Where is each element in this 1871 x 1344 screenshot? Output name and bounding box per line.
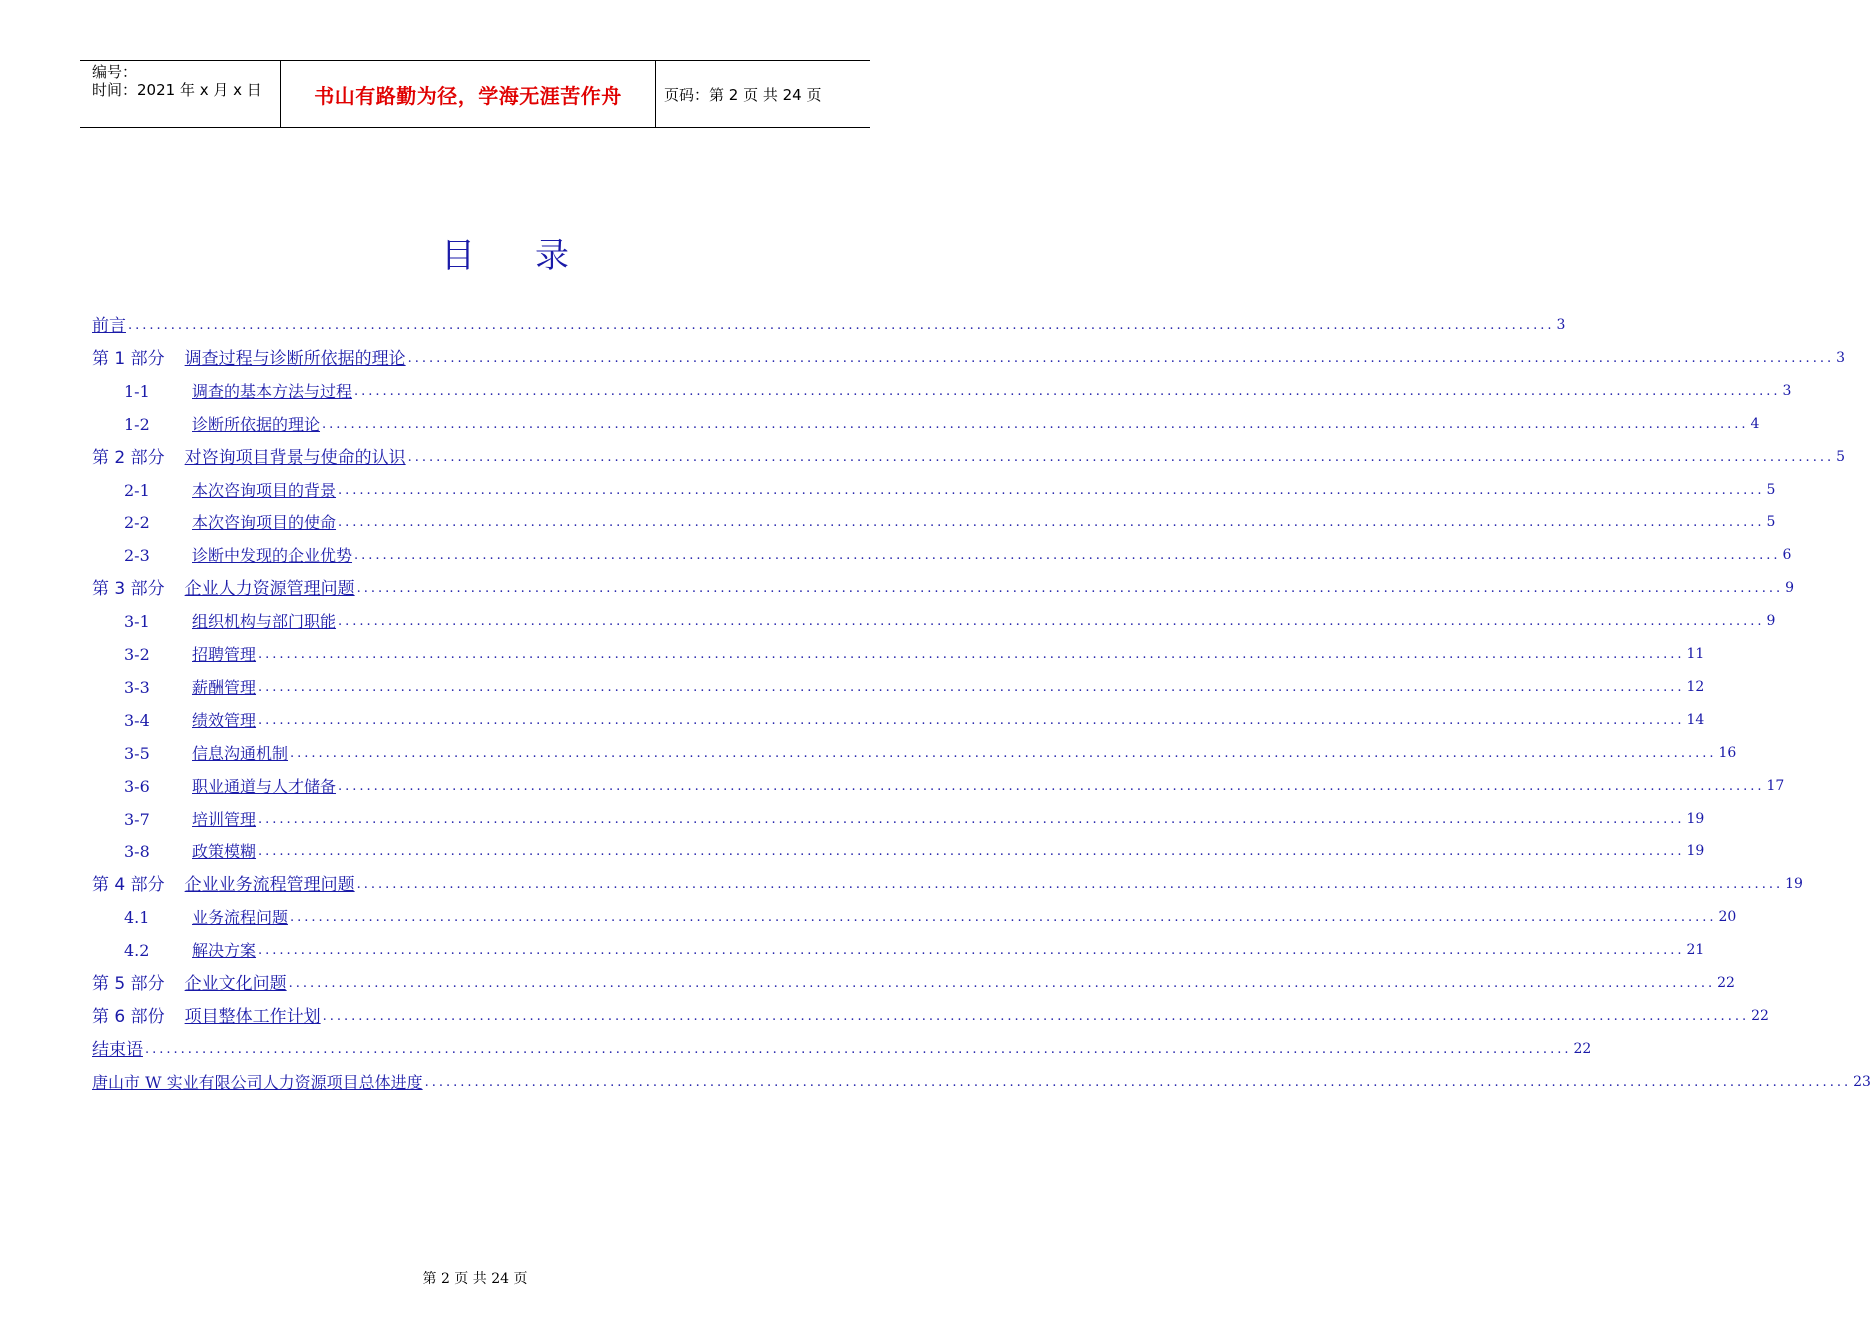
toc-dot-leader: ........................................................................................................................................................................................................ [338, 515, 1765, 531]
toc-entry-link[interactable] [124, 839, 256, 862]
toc-entry-text: 项目整体工作计划 [184, 1006, 321, 1027]
toc-entry-text: 信息沟通机制 [192, 743, 289, 763]
toc-dot-leader: ........................................................................................................................................................................................................ [338, 614, 1765, 630]
toc-entry[interactable] [92, 337, 1846, 369]
toc-entry[interactable] [92, 863, 1803, 896]
toc-page-number: 14 [1686, 711, 1705, 728]
toc-entry-text: 招聘管理 [192, 645, 257, 664]
header-page-cell [656, 61, 870, 127]
toc-dot-leader: ........................................................................................................................................................................................................ [258, 844, 1685, 860]
toc-page-number: 12 [1686, 678, 1705, 695]
toc-entry-text: 绩效管理 [192, 710, 257, 730]
toc-dot-leader: ........................................................................................................................................................................................................ [290, 745, 1717, 761]
toc-entry[interactable] [124, 830, 1705, 862]
toc-entry-number: 1-2 [124, 414, 150, 434]
toc-entry-number: 3-3 [124, 677, 150, 697]
toc-page-number: 9 [1785, 580, 1795, 597]
toc-entry[interactable] [124, 501, 1776, 533]
toc-page-number: 17 [1766, 777, 1785, 794]
toc-entry-number: 3-2 [124, 645, 150, 664]
toc-entry-text: 培训管理 [192, 809, 257, 829]
toc-page-number: 23 [1853, 1073, 1871, 1090]
toc-entry-link[interactable] [124, 379, 352, 402]
toc-entry-number: 4.1 [124, 908, 150, 928]
toc-page-number: 3 [1556, 317, 1566, 333]
toc-entry-text: 本次咨询项目的使命 [192, 513, 337, 533]
toc-entry-text: 对咨询项目背景与使命的认识 [184, 447, 406, 468]
toc-entry-link[interactable] [124, 938, 256, 961]
toc-entry-link[interactable] [92, 969, 287, 994]
toc-entry-number: 2-1 [124, 480, 150, 500]
toc-dot-leader: ........................................................................................................................................................................................................ [288, 976, 1716, 991]
toc-entry-number: 3-7 [124, 809, 150, 829]
toc-entry[interactable] [124, 765, 1785, 797]
toc-entry[interactable] [92, 962, 1735, 994]
toc-dot-leader: ........................................................................................................................................................................................................ [356, 877, 1784, 893]
toc-entry-number: 4.2 [124, 941, 150, 961]
toc-entry[interactable] [124, 798, 1705, 830]
toc-entry-link[interactable] [124, 510, 336, 533]
toc-entry-link[interactable] [92, 311, 126, 336]
toc-dot-leader: ........................................................................................................................................................................................................ [356, 581, 1784, 597]
toc-dot-leader: ........................................................................................................................................................................................................ [407, 449, 1835, 465]
toc-entry-number: 3-8 [124, 842, 150, 862]
toc-entry-number: 3-5 [124, 743, 150, 763]
toc-entry-link[interactable] [124, 905, 288, 928]
toc-dot-leader: ........................................................................................................................................................................................................ [258, 943, 1685, 959]
toc-entry-link[interactable] [124, 675, 256, 698]
toc-entry-link[interactable] [92, 1070, 423, 1093]
toc-entry-link[interactable] [92, 1002, 321, 1027]
toc-entry-number: 第 4 部分 [92, 875, 165, 896]
toc-entry[interactable] [124, 633, 1705, 665]
toc-entry[interactable] [124, 896, 1737, 928]
toc-entry-text: 业务流程问题 [192, 908, 289, 928]
toc-entry-number: 3-6 [124, 776, 150, 796]
toc-entry[interactable] [124, 929, 1705, 961]
header-meta [80, 61, 281, 127]
toc-dot-leader: ........................................................................................................................................................................................................ [290, 910, 1717, 926]
toc-dot-leader: ........................................................................................................................................................................................................ [128, 318, 1555, 333]
toc-entry[interactable] [124, 469, 1776, 501]
toc-entry-text: 调查过程与诊断所依据的理论 [184, 348, 406, 369]
toc-page-number: 22 [1751, 1007, 1769, 1024]
toc-entry-link[interactable] [92, 574, 355, 599]
toc-entry-link[interactable] [124, 807, 256, 830]
toc-entry-number: 第 2 部分 [92, 447, 165, 468]
toc-entry[interactable] [92, 995, 1769, 1027]
toc-page-number: 11 [1686, 646, 1705, 662]
toc-dot-leader: ........................................................................................................................................................................................................ [322, 416, 1749, 432]
toc-dot-leader: ........................................................................................................................................................................................................ [258, 712, 1685, 728]
toc-entry[interactable] [92, 1061, 1871, 1093]
toc-page-number: 20 [1718, 909, 1737, 926]
toc-entry[interactable] [124, 600, 1776, 632]
toc-entry-number: 第 3 部分 [92, 579, 165, 600]
toc-page-number: 19 [1686, 843, 1705, 860]
toc-entry-text: 职业通道与人才储备 [192, 776, 337, 796]
toc-page-number: 4 [1750, 415, 1760, 432]
toc-page-number: 21 [1686, 942, 1705, 959]
toc-entry[interactable] [92, 304, 1566, 336]
toc-entry-link[interactable] [92, 443, 406, 468]
toc-entry-link[interactable] [124, 642, 256, 665]
page-header [80, 60, 870, 128]
toc-entry-link[interactable] [124, 478, 336, 501]
toc-entry-text: 组织机构与部门职能 [192, 612, 337, 632]
toc-entry-text: 解决方案 [192, 941, 257, 961]
toc-entry[interactable] [124, 403, 1760, 435]
toc-entry-number: 2-3 [124, 546, 150, 566]
toc-dot-leader: ........................................................................................................................................................................................................ [354, 548, 1781, 564]
toc-page-number: 22 [1573, 1040, 1592, 1057]
toc-page-number: 3 [1782, 382, 1792, 399]
toc-dot-leader: ........................................................................................................................................................................................................ [145, 1041, 1572, 1057]
toc-dot-leader: ........................................................................................................................................................................................................ [258, 679, 1685, 695]
toc-entry-number: 第 1 部分 [92, 348, 165, 369]
toc-entry-text: 企业业务流程管理问题 [184, 875, 355, 896]
toc-entry-text: 诊断所依据的理论 [192, 414, 321, 434]
toc-page-number: 5 [1766, 481, 1776, 498]
toc-entry[interactable] [124, 370, 1792, 402]
toc-entry[interactable] [92, 1028, 1592, 1060]
toc-page-number: 5 [1836, 448, 1846, 465]
toc-page-number: 19 [1785, 876, 1803, 893]
toc-entry-link[interactable] [124, 774, 336, 797]
header-motto: 书山有路勤为径，学海无涯苦作舟 [314, 83, 622, 108]
toc-entry[interactable] [124, 699, 1705, 731]
toc-entry-number: 第 5 部分 [92, 974, 165, 994]
toc-entry-text: 结束语 [92, 1039, 143, 1060]
header-motto-cell [281, 61, 656, 127]
toc-entry-text: 调查的基本方法与过程 [192, 381, 353, 401]
toc-page-number: 19 [1686, 810, 1705, 827]
toc-title: 目录 [441, 236, 629, 276]
toc-dot-leader: ........................................................................................................................................................................................................ [338, 778, 1765, 794]
toc-dot-leader: ........................................................................................................................................................................................................ [407, 350, 1835, 366]
toc-entry-link[interactable] [124, 708, 256, 731]
toc-entry-number: 3-1 [124, 612, 150, 632]
toc-entry-text: 唐山市 W 实业有限公司人力资源项目总体进度 [92, 1072, 423, 1092]
toc-entry-number: 3-4 [124, 710, 150, 730]
toc-entry-text: 前言 [92, 316, 126, 336]
toc-dot-leader: ........................................................................................................................................................................................................ [322, 1008, 1750, 1024]
toc-entry[interactable] [124, 534, 1792, 566]
toc-dot-leader: ........................................................................................................................................................................................................ [354, 383, 1781, 399]
toc-page-number: 16 [1718, 744, 1737, 761]
toc-entry-text: 企业人力资源管理问题 [184, 579, 355, 600]
toc-entry-link[interactable] [124, 543, 352, 566]
toc-dot-leader: ........................................................................................................................................................................................................ [338, 482, 1765, 498]
toc-entry[interactable] [92, 567, 1795, 600]
toc-page-number: 6 [1782, 547, 1792, 564]
toc-entry[interactable] [124, 666, 1705, 698]
toc-entry-text: 薪酬管理 [192, 677, 257, 697]
toc-entry-link[interactable] [92, 870, 355, 895]
toc-entry-link[interactable] [124, 609, 336, 632]
toc-entry-text: 诊断中发现的企业优势 [192, 546, 353, 566]
toc-entry-text: 企业文化问题 [184, 974, 287, 994]
toc-entry-text: 政策模糊 [192, 842, 257, 862]
toc-entry-text: 本次咨询项目的背景 [192, 480, 337, 500]
toc-page-number: 9 [1766, 613, 1776, 630]
header-page-info: 页码：第 2 页 共 24 页 [664, 85, 822, 104]
toc-entry-link[interactable] [92, 1035, 143, 1060]
toc-entry-number: 第 6 部份 [92, 1006, 165, 1027]
toc-entry-number: 1-1 [124, 381, 150, 401]
toc-dot-leader: ........................................................................................................................................................................................................ [258, 811, 1685, 827]
toc-dot-leader: ........................................................................................................................................................................................................ [424, 1074, 1852, 1090]
toc-entry-link[interactable] [92, 344, 406, 369]
document-time-label: 时间：2021 年 x 月 x 日 [92, 81, 262, 99]
page-footer: 第 2 页 共 24 页 [422, 1271, 528, 1287]
toc-page-number: 3 [1836, 349, 1846, 366]
toc-entry-link[interactable] [124, 412, 320, 435]
toc-entry[interactable] [92, 436, 1846, 468]
toc-page-number: 5 [1766, 514, 1776, 531]
toc-entry[interactable] [124, 732, 1737, 764]
toc-page-number: 22 [1717, 975, 1735, 991]
toc-entry-number: 2-2 [124, 513, 150, 533]
toc-dot-leader: ........................................................................................................................................................................................................ [258, 647, 1685, 662]
toc-entry-link[interactable] [124, 741, 288, 764]
document-number-label: 编号： [92, 63, 138, 81]
